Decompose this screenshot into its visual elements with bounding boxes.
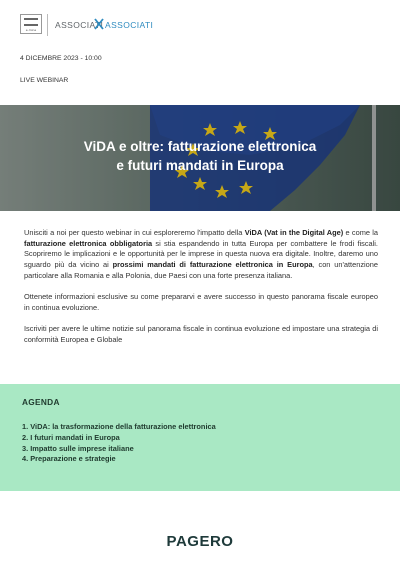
agenda-item: 3. Impatto sulle imprese italiane — [22, 443, 134, 453]
agenda-section — [0, 384, 400, 491]
intro-text — [24, 228, 378, 356]
event-date: 4 DICEMBRE 2023 - 10:00 — [20, 55, 102, 62]
agenda-item: 4. Preparazione e strategie — [22, 454, 116, 464]
hero-title-line2: e futuri mandati in Europa — [116, 158, 284, 173]
agenda-item: 1. ViDA: la trasformazione della fatturazione elettronica — [22, 422, 216, 431]
header-divider — [47, 14, 48, 36]
brand-name-part1: ASSOCIATI — [55, 20, 104, 30]
event-type: LIVE WEBINAR — [20, 77, 69, 84]
hero-title — [60, 137, 340, 175]
agenda-list — [22, 422, 216, 465]
hero-banner — [0, 105, 400, 211]
brand-x-icon — [94, 18, 104, 30]
intro-paragraph-2: Ottenete informazioni esclusive su come prepararvi e avere successo in questo panorama fiscale europeo in continua evoluzione. — [24, 292, 378, 312]
small-logo-text: e-mine — [25, 28, 37, 32]
header — [0, 0, 400, 48]
agenda-title: AGENDA — [22, 397, 60, 407]
logo-mark-icon — [24, 18, 38, 26]
brand-name-part2: ASSOCIATI — [105, 20, 154, 30]
intro-paragraph-1: Unisciti a noi per questo webinar in cui esploreremo l'impatto della ViDA (Vat in the Digital Age) e come la fatturazione elettronica obbligatoria si stia espandendo in tutta Europa per combattere le frodi fiscali. Scopriremo le implicazioni e le opportunità per le imprese in questa nuova era digitale. Inoltre, daremo uno sguardo più da vicino ai prossimi mandati di fatturazione elettronica in Europa, con un'attenzione particolare alla Romania e alla Polonia, due Paesi con una forte presenza italiana. — [24, 228, 378, 280]
hero-title-line1: ViDA e oltre: fatturazione elettronica — [83, 139, 317, 154]
pagero-logo: PAGERO — [166, 533, 234, 550]
intro-paragraph-3: Iscriviti per avere le ultime notizie sul panorama fiscale in continua evoluzione ed impostare una strategia di conformità Europea e Globale — [24, 324, 378, 344]
small-logo — [20, 14, 42, 34]
agenda-item: 2. I futuri mandati in Europa — [22, 432, 120, 442]
